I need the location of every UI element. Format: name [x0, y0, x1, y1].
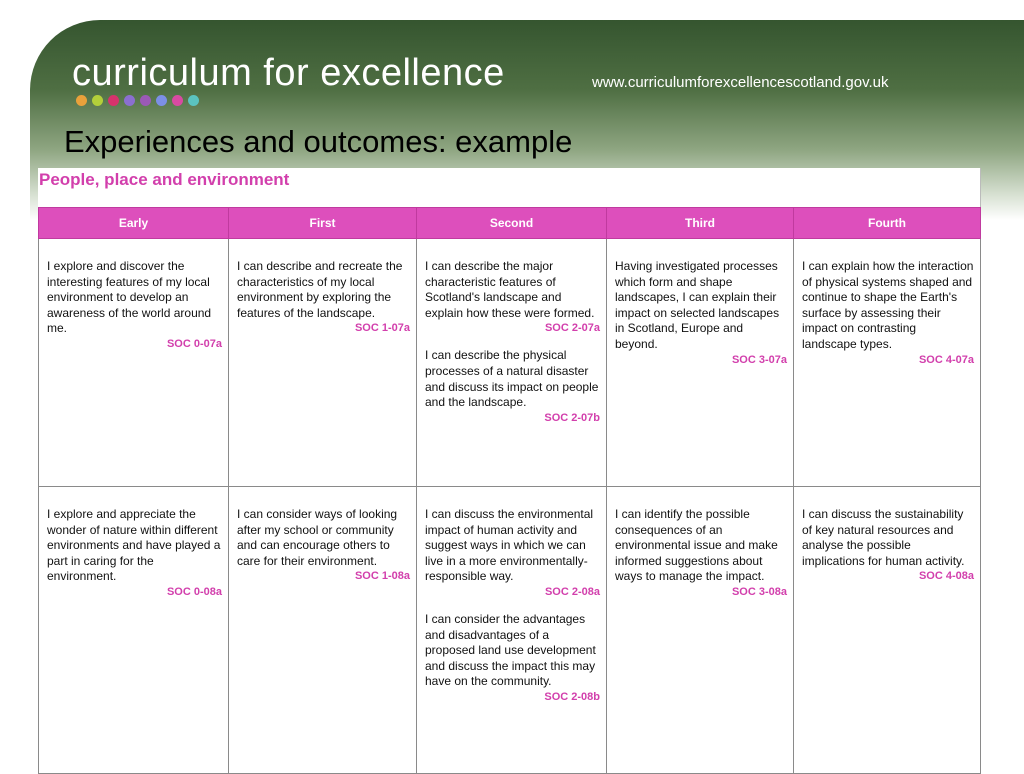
- outcome-statement: [237, 259, 410, 336]
- outcome-code: SOC 3-08a: [731, 585, 787, 598]
- level-header-early: Early: [39, 208, 229, 239]
- outcome-text: I can identify the possible consequences of an environmental issue and make informed suggestions about ways to manage the impact.: [615, 507, 778, 584]
- outcome-statement: [425, 507, 600, 600]
- outcome-cell-first: [229, 487, 417, 774]
- logo-dot: [172, 95, 183, 106]
- outcome-code: SOC 4-08a: [918, 570, 974, 583]
- logo-dot: [124, 95, 135, 106]
- outcome-code: SOC 2-08b: [544, 690, 600, 703]
- outcome-cell-fourth: [794, 239, 981, 487]
- logo-dots: [76, 95, 199, 106]
- logo-dot: [188, 95, 199, 106]
- outcome-code: SOC 1-08a: [354, 570, 410, 583]
- outcome-text: I can describe the physical processes of a natural disaster and discuss its impact on people and the landscape.: [425, 348, 599, 410]
- logo-dot: [92, 95, 103, 106]
- outcome-statement: [425, 612, 600, 705]
- outcome-statement: [425, 348, 600, 425]
- outcome-text: I can discuss the environmental impact of human activity and suggest ways in which we can live in a more environmentally-responsible way.: [425, 507, 594, 584]
- outcome-text: I can discuss the sustainability of key natural resources and analyse the possible implications for human activity.: [802, 507, 965, 568]
- outcome-text: Having investigated processes which form and shape landscapes, I can explain their impact on selected landscapes in Scotland, Europe and beyond.: [615, 259, 780, 351]
- outcome-text: I can explain how the interaction of physical systems shaped and continue to shape the Earth's surface by assessing their impact on contrasting landscape types.: [802, 259, 974, 351]
- outcome-text: I can consider ways of looking after my school or community and can encourage others to care for their environment.: [237, 507, 398, 568]
- level-header-second: Second: [417, 208, 607, 239]
- outcome-code: SOC 2-07a: [544, 322, 600, 335]
- outcome-statement: [615, 507, 787, 600]
- document-heading: People, place and environment: [39, 170, 290, 189]
- outcome-text: I explore and discover the interesting features of my local environment to develop an awareness of the world around me.: [47, 259, 212, 336]
- level-header-third: Third: [607, 208, 794, 239]
- curriculum-logo-text: curriculum for excellence: [72, 52, 505, 94]
- outcome-code: SOC 2-08a: [544, 585, 600, 598]
- outcome-statement: [47, 259, 222, 352]
- outcome-text: I can consider the advantages and disadvantages of a proposed land use development and discuss the impact this may have on the community.: [425, 611, 596, 689]
- logo-dot: [76, 95, 87, 106]
- outcome-text: I can describe the major characteristic features of Scotland's landscape and explain how these were formed.: [425, 259, 595, 320]
- outcome-statement: [802, 507, 974, 584]
- outcomes-row: [39, 487, 981, 774]
- outcome-cell-second: [417, 487, 607, 774]
- outcome-code: SOC 2-07b: [544, 411, 600, 424]
- outcome-code: SOC 0-07a: [166, 337, 222, 350]
- outcome-cell-third: [607, 487, 794, 774]
- logo-dot: [156, 95, 167, 106]
- outcome-statement: [425, 259, 600, 336]
- website-url: www.curriculumforexcellencescotland.gov.uk: [592, 74, 889, 91]
- outcome-cell-fourth: [794, 487, 981, 774]
- outcome-cell-second: [417, 239, 607, 487]
- level-header-first: First: [229, 208, 417, 239]
- outcome-text: I explore and appreciate the wonder of nature within different environments and have played a part in caring for the environment.: [47, 507, 221, 584]
- outcomes-document: [38, 168, 981, 766]
- logo-dot: [140, 95, 151, 106]
- outcome-code: SOC 1-07a: [354, 322, 410, 335]
- logo-dot: [108, 95, 119, 106]
- outcome-statement: [802, 259, 974, 368]
- level-header-row: [39, 208, 981, 239]
- outcomes-table: [38, 207, 981, 774]
- outcome-code: SOC 4-07a: [918, 353, 974, 366]
- outcome-code: SOC 0-08a: [166, 585, 222, 598]
- level-header-fourth: Fourth: [794, 208, 981, 239]
- outcome-statement: [237, 507, 410, 584]
- outcome-text: I can describe and recreate the characteristics of my local environment by exploring the features of the landscape.: [237, 259, 403, 320]
- outcome-cell-early: [39, 239, 229, 487]
- slide-title: Experiences and outcomes: example: [64, 124, 573, 159]
- outcome-statement: [47, 507, 222, 600]
- outcome-cell-early: [39, 487, 229, 774]
- outcome-statement: [615, 259, 787, 368]
- outcome-cell-third: [607, 239, 794, 487]
- outcomes-row: [39, 239, 981, 487]
- outcome-cell-first: [229, 239, 417, 487]
- outcome-code: SOC 3-07a: [731, 353, 787, 366]
